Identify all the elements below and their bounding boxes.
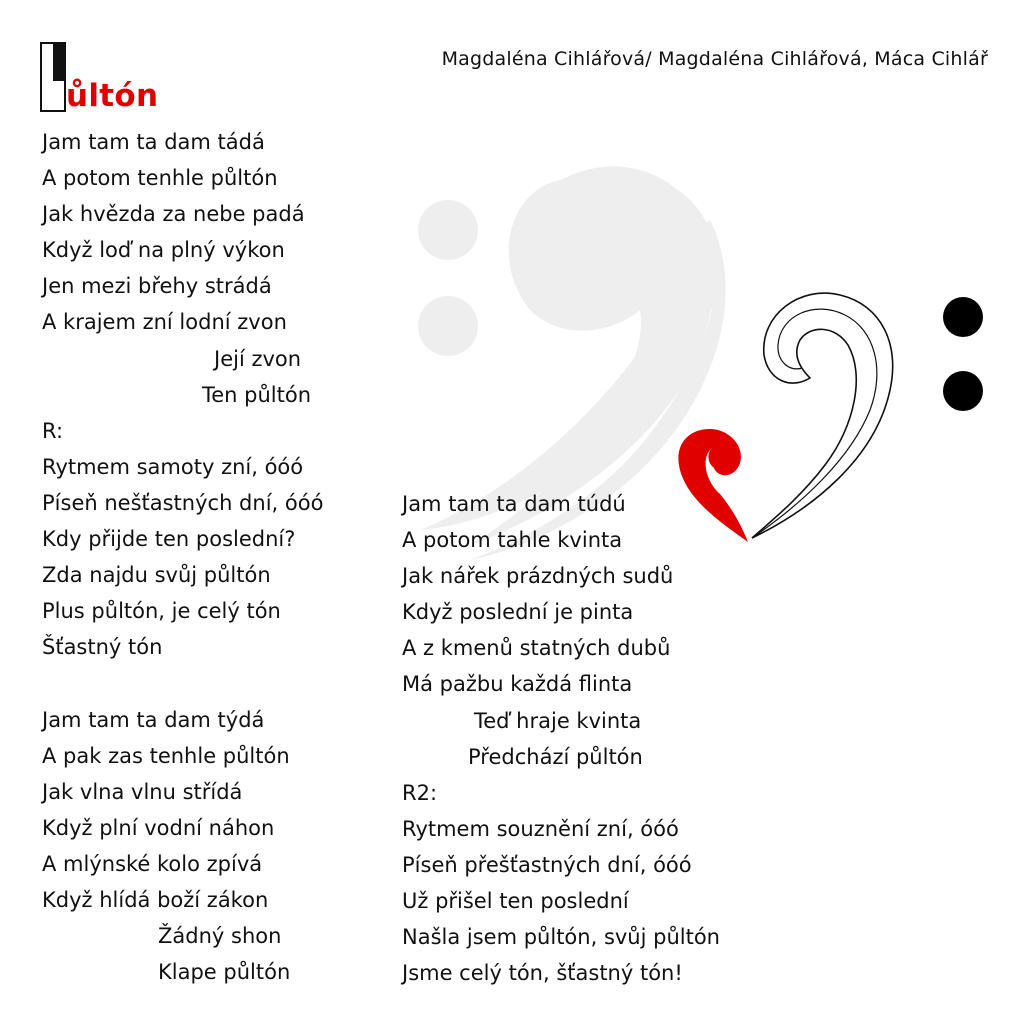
lyric-line: Když poslední je pinta	[402, 600, 634, 625]
lyric-line: Našla jsem půltón, svůj půltón	[402, 925, 720, 950]
stanza-gap	[42, 665, 372, 701]
lyric-line: Má pažbu každá flinta	[402, 672, 633, 697]
lyric-line: Klape půltón	[158, 960, 291, 985]
lyric-line: Jak vlna vlnu střídá	[42, 779, 243, 804]
song-credits: Magdaléna Cihlářová/ Magdaléna Cihlářová, Máca Cihlář	[441, 48, 988, 70]
chorus-label: R2:	[402, 780, 438, 805]
lyric-line: Rytmem samoty zní, óóó	[42, 454, 304, 479]
lyric-line: Teď hraje kvinta	[474, 708, 642, 733]
piano-key-icon	[40, 42, 66, 112]
lyric-line: A krajem zní lodní zvon	[42, 310, 287, 335]
lyric-line: Jsme celý tón, šťastný tón!	[402, 961, 683, 986]
lyrics-left-column	[42, 124, 372, 990]
lyric-line: Ten půltón	[202, 382, 312, 407]
lyric-line: Jak nářek prázdných sudů	[402, 564, 674, 589]
lyric-line: Jen mezi břehy strádá	[42, 274, 272, 299]
lyric-line: Plus půltón, je celý tón	[42, 599, 281, 624]
song-title: ůltón	[66, 78, 159, 114]
chorus-label: R:	[42, 418, 64, 443]
lyric-line: A pak zas tenhle půltón	[42, 743, 290, 768]
lyric-line: Jam tam ta dam tádá	[42, 130, 265, 154]
lyric-line: Už přišel ten poslední	[402, 889, 629, 914]
lyric-line: Jak hvězda za nebe padá	[42, 202, 305, 227]
lyric-line: Když hlídá boží zákon	[42, 887, 269, 912]
lyric-line: A mlýnské kolo zpívá	[42, 851, 263, 876]
lyric-line: A potom tenhle půltón	[42, 166, 278, 191]
lyric-line: Zda najdu svůj půltón	[42, 563, 271, 588]
lyric-line: Předchází půltón	[468, 744, 643, 769]
lyric-line: Žádný shon	[158, 924, 282, 949]
lyric-line: Jam tam ta dam túdú	[402, 492, 626, 516]
lyric-line: A potom tahle kvinta	[402, 528, 623, 553]
lyrics-right-column	[402, 486, 732, 991]
lyric-line: Šťastný tón	[42, 635, 163, 660]
lyric-line: A z kmenů statných dubů	[402, 636, 671, 661]
lyric-line: Když loď na plný výkon	[42, 238, 285, 263]
lyric-line: Rytmem souznění zní, óóó	[402, 816, 679, 841]
lyric-line: Píseň přešťastných dní, óóó	[402, 852, 692, 877]
lyric-line: Kdy přijde ten poslední?	[42, 527, 296, 552]
lyric-line: Když plní vodní náhon	[42, 815, 275, 840]
lyric-line: Jam tam ta dam týdá	[42, 707, 265, 732]
lyric-line: Její zvon	[214, 346, 302, 371]
lyric-line: Píseň nešťastných dní, óóó	[42, 490, 324, 515]
